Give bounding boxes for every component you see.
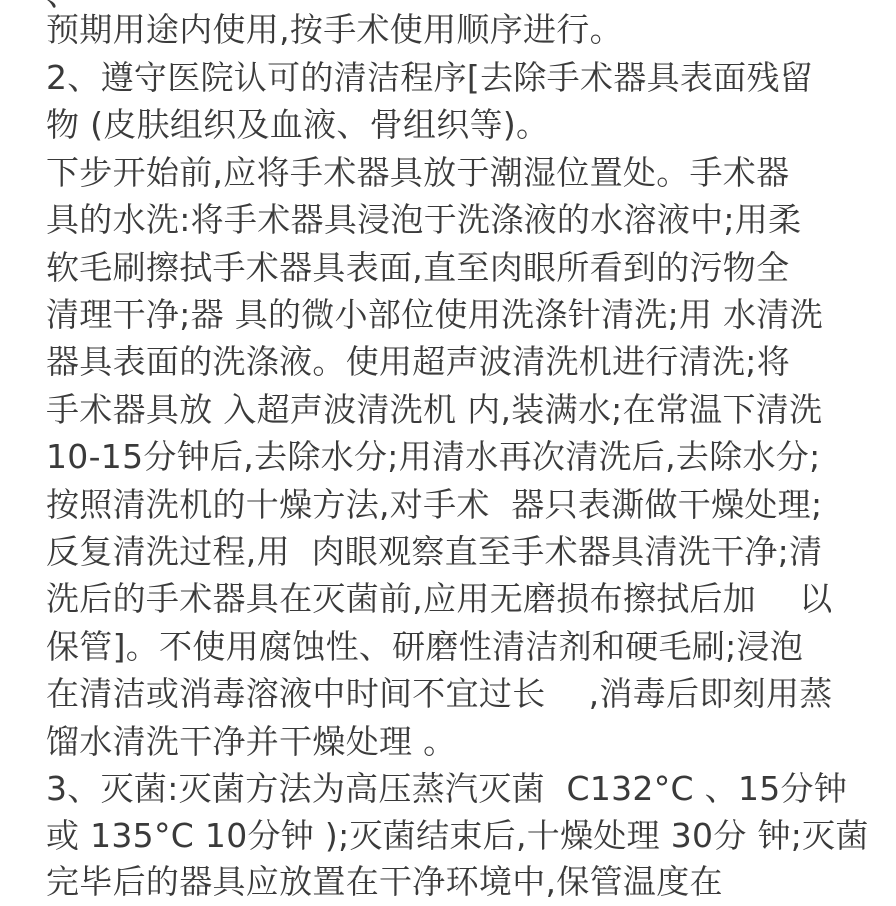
text-line: 器具表面的洗涤液。使用超声波清洗机进行清洗;将	[46, 342, 791, 381]
text-line: 物 (皮肤组织及血液、骨组织等)。	[46, 105, 550, 144]
text-line: 2、遵守医院认可的清洁程序[去除手术器具表面残留	[46, 58, 814, 97]
text-line: 清理干净;器 具的微小部位使用洗涤针清洗;用 水清洗	[46, 295, 824, 334]
text-line: 具的水洗:将手术器具浸泡于洗涤液的水溶液中;用柔	[46, 200, 802, 239]
text-line: 保管]。不使用腐蚀性、研磨性清洁剂和硬毛刷;浸泡	[46, 627, 804, 666]
text-line: 反复清洗过程,用 肉眼观察直至手术器具清洗干净;清	[46, 532, 823, 571]
text-line: 在清洁或消毒溶液中时间不宜过长 ,消毒后即刻用蒸	[46, 674, 833, 713]
text-line: 软毛刷擦拭手术器具表面,直至肉眼所看到的污物全	[46, 248, 790, 287]
text-line: 或 135°C 10分钟 );灭菌结束后,十燥处理 30分 钟;灭菌	[46, 816, 869, 855]
text-line: 按照清洗机的十燥方法,对手术 器只表澌做干燥处理;	[46, 485, 823, 524]
text-line: 预期用途内使用,按手术使用顺序进行。	[46, 10, 623, 49]
text-line: 3、灭菌:灭菌方法为高压蒸汽灭菌 C132°C 、15分钟	[46, 769, 848, 808]
text-line: 洗后的手术器具在灭菌前,应用无磨损布擦拭后加 以	[46, 579, 833, 618]
text-line: 下步开始前,应将手术器具放于潮湿位置处。手术器	[46, 153, 790, 192]
text-line: 馏水清洗干净并干燥处理 。	[46, 722, 457, 761]
partial-text-line: 完毕后的器具应放置在干净环境中,保管温度在	[46, 862, 723, 901]
text-line: 手术器具放 入超声波清洗机 内,装满水;在常温下清洗	[46, 390, 823, 429]
text-line: 10-15分钟后,去除水分;用清水再次清洗后,去除水分;	[46, 437, 821, 476]
